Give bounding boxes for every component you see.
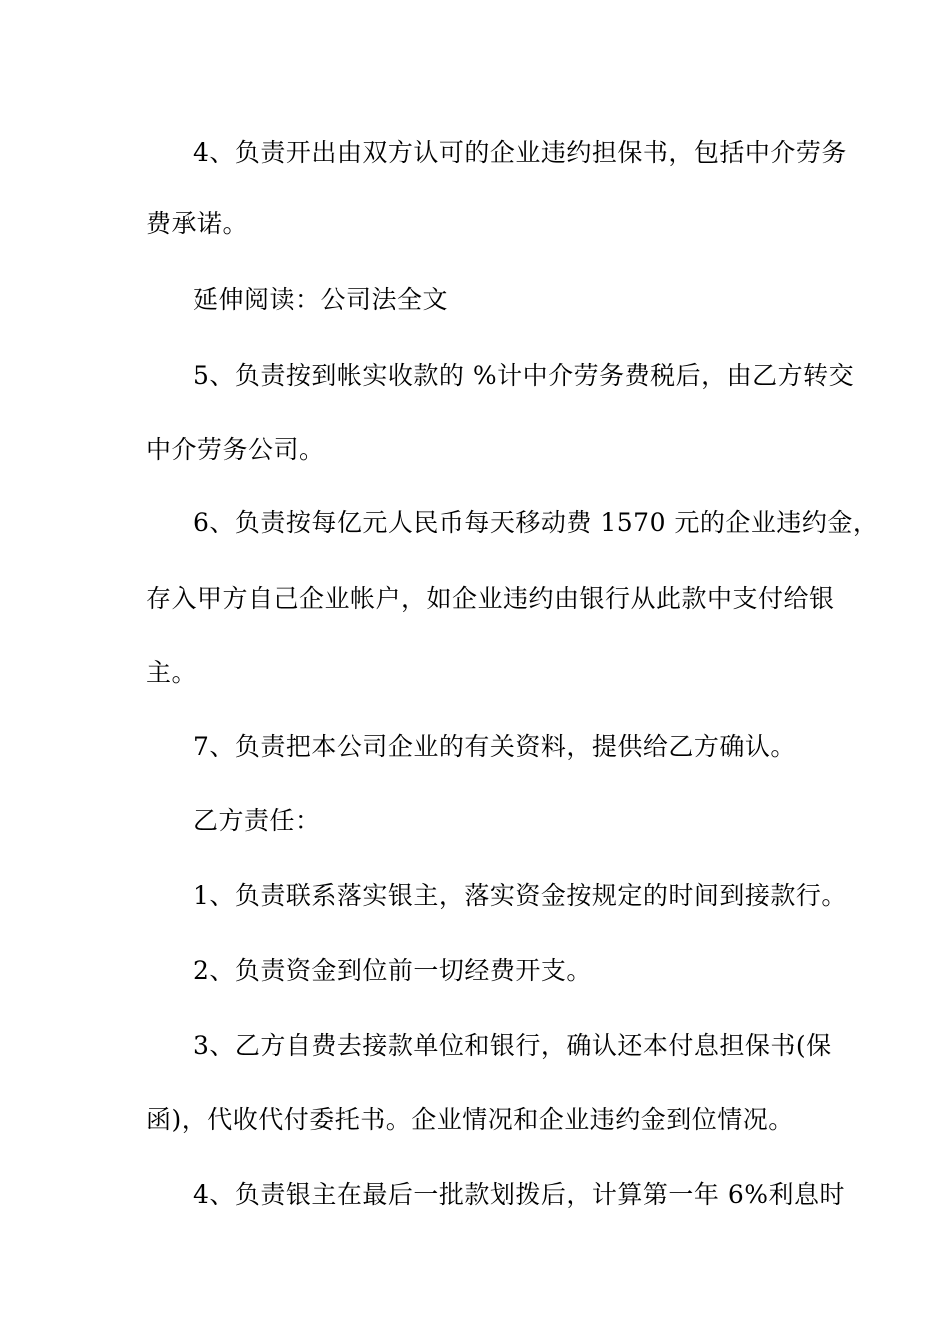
paragraph-line: 4、负责开出由双方认可的企业违约担保书，包括中介劳务 <box>193 138 847 167</box>
paragraph-line: 函)，代收代付委托书。企业情况和企业违约金到位情况。 <box>146 1105 794 1134</box>
paragraph-line: 5、负责按到帐实收款的 %计中介劳务费税后，由乙方转交 <box>193 361 855 390</box>
paragraph-line: 7、负责把本公司企业的有关资料，提供给乙方确认。 <box>193 732 796 761</box>
paragraph-line: 费承诺。 <box>146 209 249 238</box>
paragraph-line: 6、负责按每亿元人民币每天移动费 1570 元的企业违约金， <box>193 508 879 537</box>
paragraph-line: 存入甲方自己企业帐户，如企业违约由银行从此款中支付给银 <box>146 584 835 613</box>
paragraph-line: 中介劳务公司。 <box>146 435 325 464</box>
paragraph-line: 主。 <box>146 658 198 687</box>
paragraph-line: 4、负责银主在最后一批款划拨后，计算第一年 6%利息时 <box>193 1180 846 1209</box>
paragraph-line: 延伸阅读：公司法全文 <box>193 285 449 314</box>
section-heading: 乙方责任： <box>193 806 321 835</box>
paragraph-line: 3、乙方自费去接款单位和银行，确认还本付息担保书(保 <box>193 1031 832 1060</box>
paragraph-line: 2、负责资金到位前一切经费开支。 <box>193 956 592 985</box>
paragraph-line: 1、负责联系落实银主，落实资金按规定的时间到接款行。 <box>193 881 847 910</box>
